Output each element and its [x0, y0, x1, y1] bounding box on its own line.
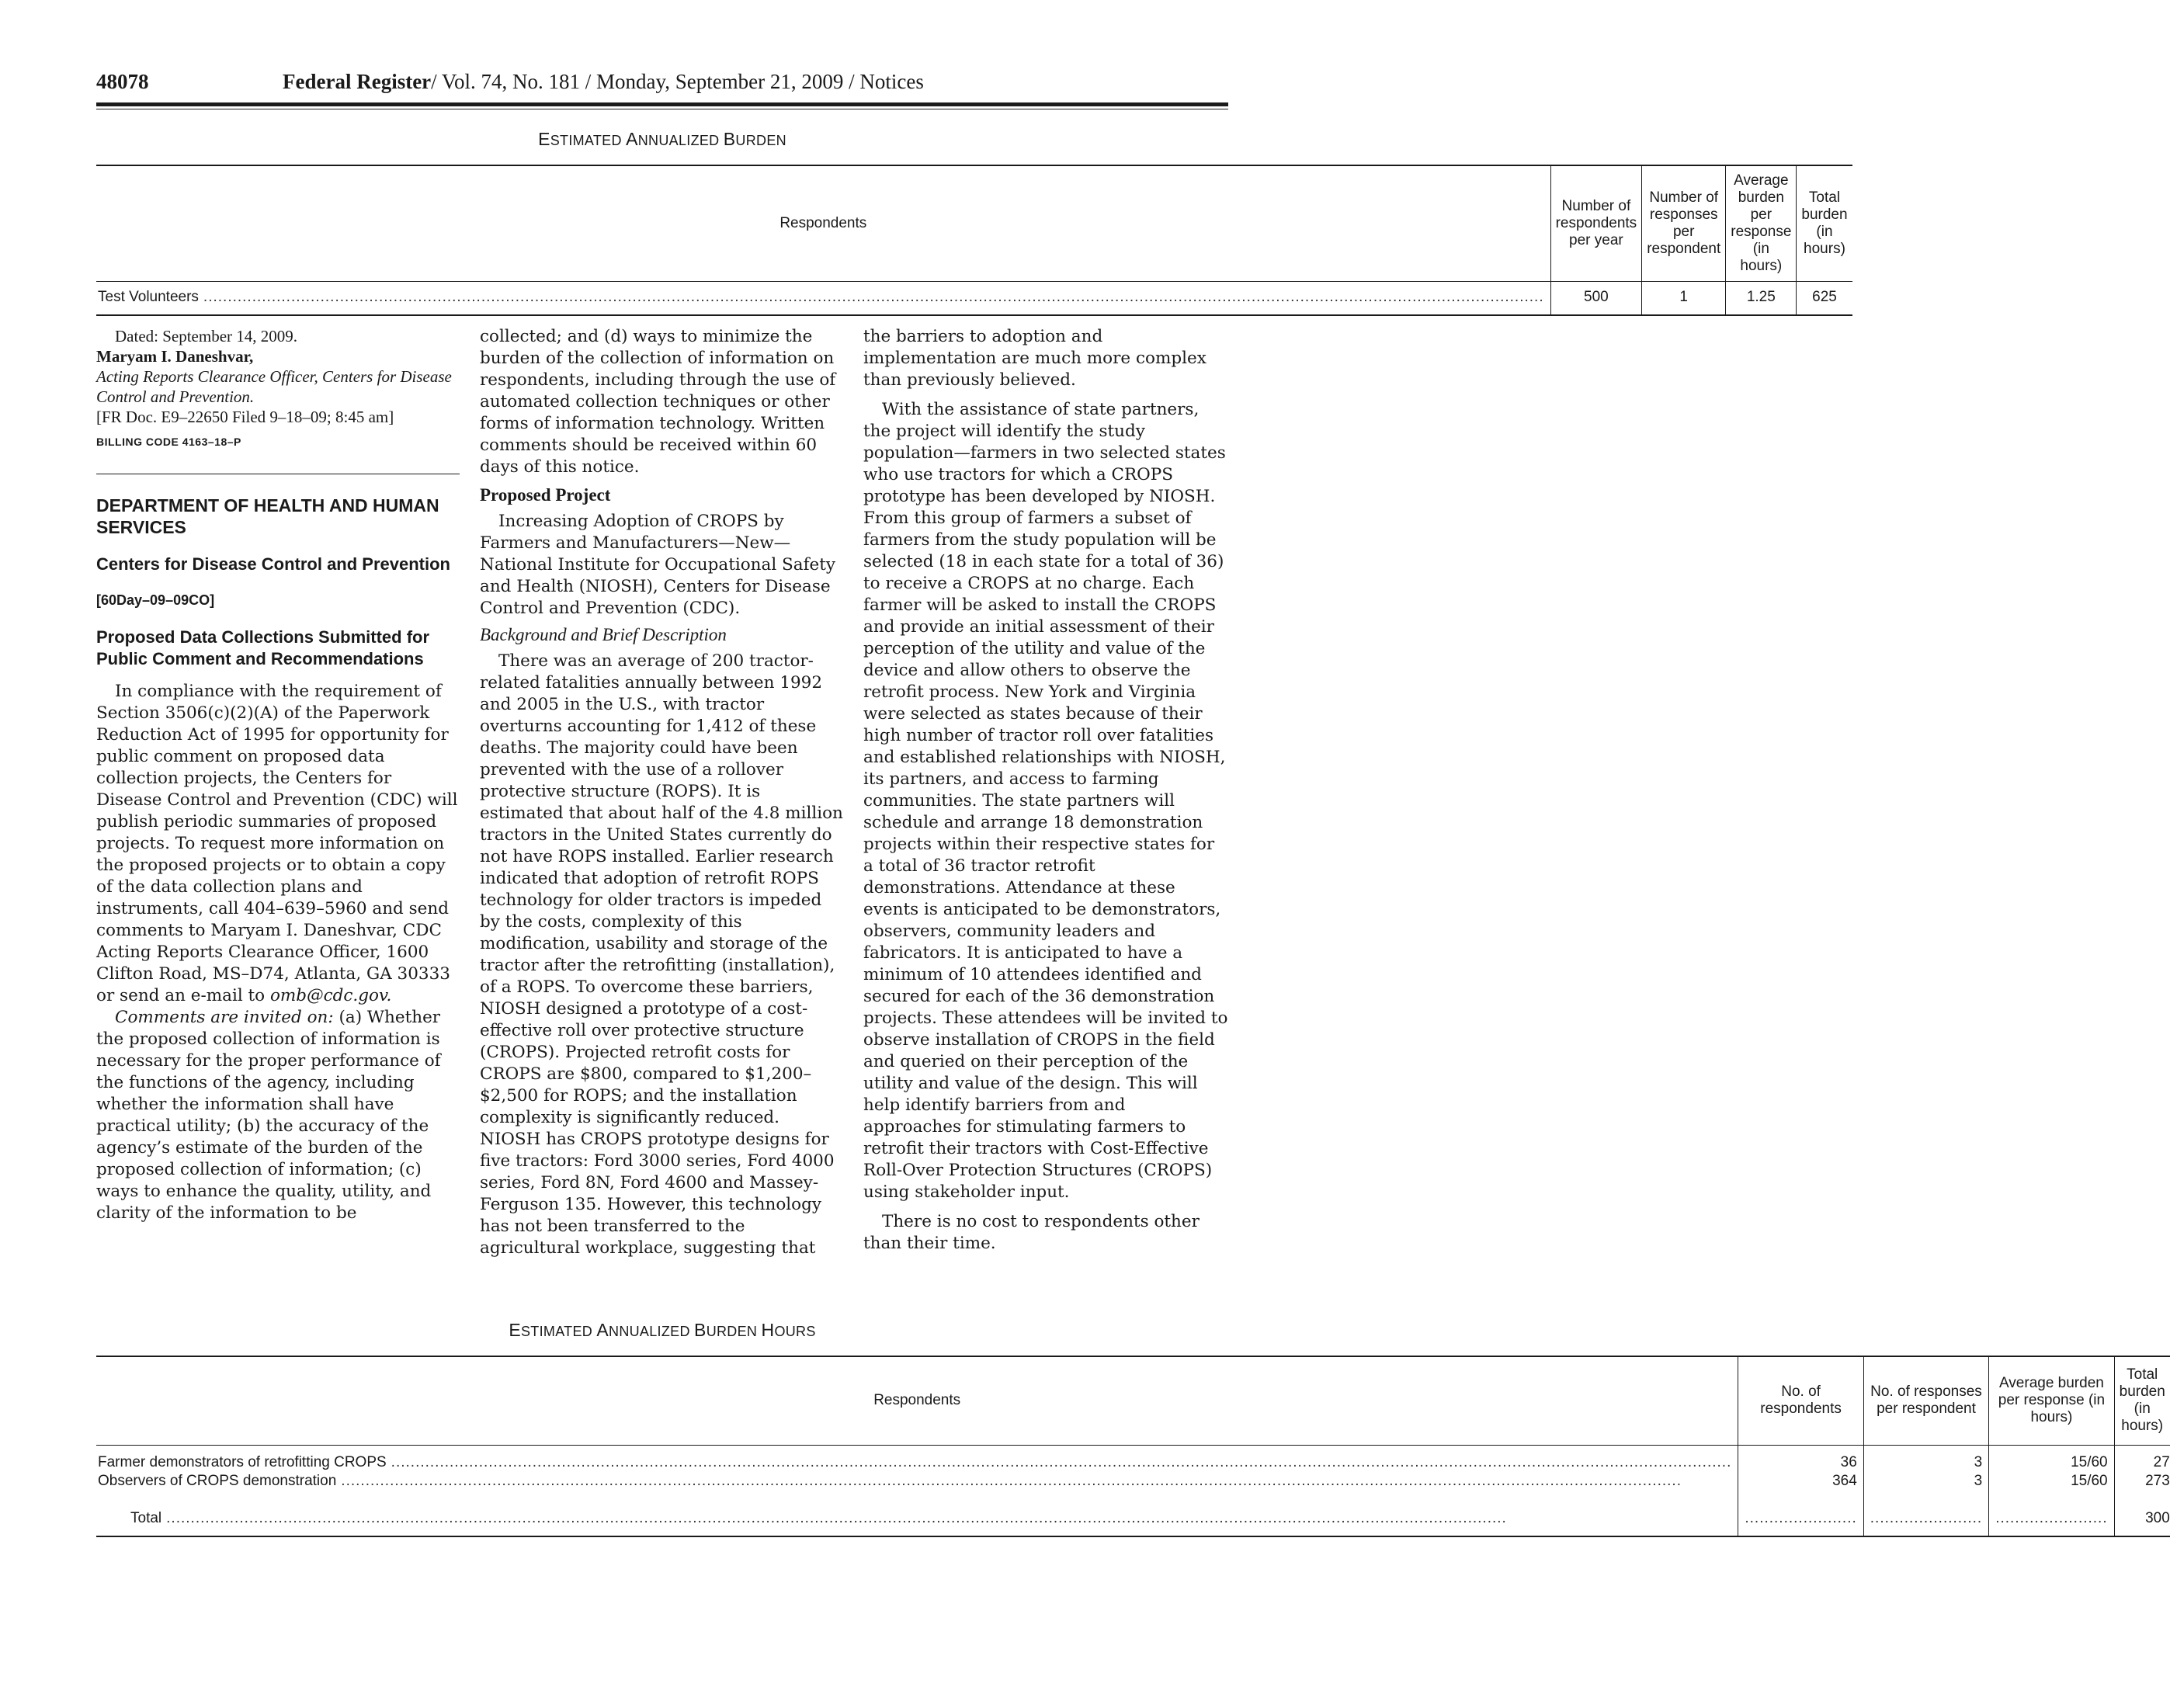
body-columns [96, 326, 1228, 1320]
minimize-paragraph: collected; and (d) ways to minimize the burden of the collection of information on respondents, including through the use of automated collection techniques or other forms of information technology. Written comments should be received within 60 days of this notice. [480, 327, 836, 477]
barriers-paragraph: the barriers to adoption and implementation are much more complex than previously believed. [863, 327, 1207, 390]
publication-line [283, 70, 924, 94]
table2-col-total: Total burden (in hours) [2114, 1356, 2170, 1445]
header-rule [96, 102, 1228, 106]
average-burden: 1.25 [1726, 282, 1797, 316]
background-paragraph: There was an average of 200 tractor-related fatalities annually between 1992 and 2005 in the U.S., with tractor overturns accounting for 1,412 of these deaths. The majority could have been prevented with the use of a rollover protective structure (ROPS). It is estimated that about half of the 4.8 million tractors in the United States currently do not have ROPS installed. Earlier research indicated that adoption of retrofit ROPS technology for older tractors is impeded by the costs, complexity of this modification, usability and storage of the tractor after the retrofitting (installation), of a ROPS. To overcome these barriers, NIOSH designed a prototype of a cost-effective roll over protective structure (CROPS). Projected retrofit costs for CROPS are $800, compared to $1,200–$2,500 for ROPS; and the installation complexity is significantly reduced. NIOSH has CROPS prototype designs for five tractors: Ford 3000 series, Ford 4000 series, Ford 8N, Ford 4600 and Massey-Ferguson 135. However, this technology has not been transferred to the agricultural workplace, suggesting that [480, 651, 843, 1258]
background-heading: Background and Brief Description [480, 625, 727, 644]
subagency-heading: Centers for Disease Control and Prevention [96, 554, 450, 574]
table1-col-average: Average burden per response (in hours) [1726, 165, 1797, 282]
fr-doc-line: [FR Doc. E9–22650 Filed 9–18–09; 8:45 am] [96, 408, 394, 426]
table1-col-number: Number of respondents per year [1550, 165, 1642, 282]
column-3 [863, 326, 1228, 1255]
docket-number: [60Day–09–09CO] [96, 592, 215, 608]
table2-col-responses: No. of responses per respondent [1863, 1356, 1988, 1445]
total-burden: 273 [2114, 1472, 2170, 1491]
responses-count: 3 [1863, 1472, 1988, 1491]
table2-col-average: Average burden per response (in hours) [1989, 1356, 2114, 1445]
responses-count: 3 [1863, 1445, 1988, 1472]
email-address: omb@cdc.gov. [269, 986, 392, 1005]
cost-paragraph: There is no cost to respondents other than their time. [863, 1212, 1200, 1253]
total-burden: 27 [2114, 1445, 2170, 1472]
respondents-count: 364 [1738, 1472, 1863, 1491]
average-burden: 15/60 [1989, 1445, 2114, 1472]
compliance-paragraph: In compliance with the requirement of Section 3506(c)(2)(A) of the Paperwork Reduction Act of 1995 for opportunity for public comment on proposed data collection projects, the Centers for Disease Control and Prevention (CDC) will publish periodic summaries of proposed projects. To request more information on the proposed projects or to obtain a copy of the data collection plans and instruments, call 404–639–5960 and send comments to Maryam I. Daneshvar, CDC Acting Reports Clearance Officer, 1600 Clifton Road, MS–D74, Atlanta, GA 30333 or send an e-mail to omb@cdc.gov. [96, 682, 458, 1005]
table1-col-responses: Number of responses per respondent [1642, 165, 1726, 282]
respondents-count: 500 [1550, 282, 1642, 316]
page-header [96, 70, 1228, 98]
page-number: 48078 [96, 70, 149, 93]
total-burden: 625 [1797, 282, 1852, 316]
grand-total: 300 [2114, 1491, 2170, 1536]
respondents-count: 36 [1738, 1445, 1863, 1472]
table1-col-total: Total burden (in hours) [1797, 165, 1852, 282]
column-1 [96, 326, 461, 1224]
table2 [96, 1356, 2170, 1537]
responses-count: 1 [1642, 282, 1726, 316]
respondent-label: Test Volunteers [98, 289, 199, 305]
state-partners-paragraph: With the assistance of state partners, the project will identify the study population—farmers in two selected states who use tractors for which a CROPS prototype has been developed by NIOSH. From this group of farmers a subset of farmers from the study population will be selected (18 in each state for a total of 36) to receive a CROPS at no charge. Each farmer will be asked to install the CROPS and provide an initial assessment of their perception of the utility and value of the device and allow others to observe the retrofit process. New York and Virginia were selected as states because of their high number of tractor roll over fatalities and established relationships with NIOSH, its partners, and access to farming communities. The state partners will schedule and arrange 18 demonstration projects within their respective states for a total of 36 tractor retrofit demonstrations. Attendance at these events is anticipated to be demonstrators, observers, community leaders and fabricators. It is anticipated to have a minimum of 10 attendees identified and secured for each of the 36 demonstration projects. These attendees will be invited to observe installation of CROPS in the field and queried on their perception of the utility and value of the design. This will help identify barriers from and approaches for stimulating farmers to retrofit their tractors with Cost-Effective Roll-Over Protection Structures (CROPS) using stakeholder input. [863, 400, 1228, 1202]
table-total-row: Total ..... ....................... ....................... ....................... 300 [96, 1491, 2170, 1536]
signature-block [96, 326, 461, 452]
project-title-paragraph: Increasing Adoption of CROPS by Farmers and Manufacturers—New—National Institute for Occupational Safety and Health (NIOSH), Centers for Disease Control and Prevention (CDC). [480, 512, 836, 618]
signer-name: Maryam I. Daneshvar, [96, 347, 254, 366]
table2-col-respondents: Respondents [96, 1356, 1738, 1445]
table1-col-respondents: Respondents [96, 165, 1550, 282]
table1 [96, 165, 1852, 316]
column-2 [480, 326, 845, 1259]
notice-heading: Proposed Data Collections Submitted for Public Comment and Recommendations [96, 627, 430, 668]
table-row [96, 282, 1852, 316]
publication-name: Federal Register [283, 70, 432, 93]
respondent-label: Observers of CROPS demonstration [98, 1472, 337, 1489]
table2-title: ESTIMATED ANNUALIZED BURDEN HOURS [509, 1320, 816, 1340]
billing-code: BILLING CODE 4163–18–P [96, 436, 241, 448]
issue-info: / Vol. 74, No. 181 / Monday, September 21, 2009 / Notices [431, 70, 924, 93]
table-row [96, 1472, 2170, 1491]
table2-col-number: No. of respondents [1738, 1356, 1863, 1445]
proposed-project-heading: Proposed Project [480, 485, 611, 505]
table-row [96, 1445, 2170, 1472]
comments-paragraph: Comments are invited on: (a) Whether the proposed collection of information is necessary for the proper performance of the functions of the agency, including whether the information shall have practical utility; (b) the accuracy of the agency’s estimate of the burden of the proposed collection of information; (c) ways to enhance the quality, utility, and clarity of the information to be [96, 1008, 441, 1223]
dated-line: Dated: September 14, 2009. [115, 327, 298, 345]
respondent-label: Farmer demonstrators of retrofitting CROPS [98, 1453, 387, 1470]
average-burden: 15/60 [1989, 1472, 2114, 1491]
agency-heading: DEPARTMENT OF HEALTH AND HUMAN SERVICES [96, 495, 439, 537]
signer-title: Acting Reports Clearance Officer, Centers for Disease Control and Prevention. [96, 367, 452, 406]
table1-title: ESTIMATED ANNUALIZED BURDEN [538, 129, 786, 149]
total-label: Total [130, 1509, 162, 1526]
